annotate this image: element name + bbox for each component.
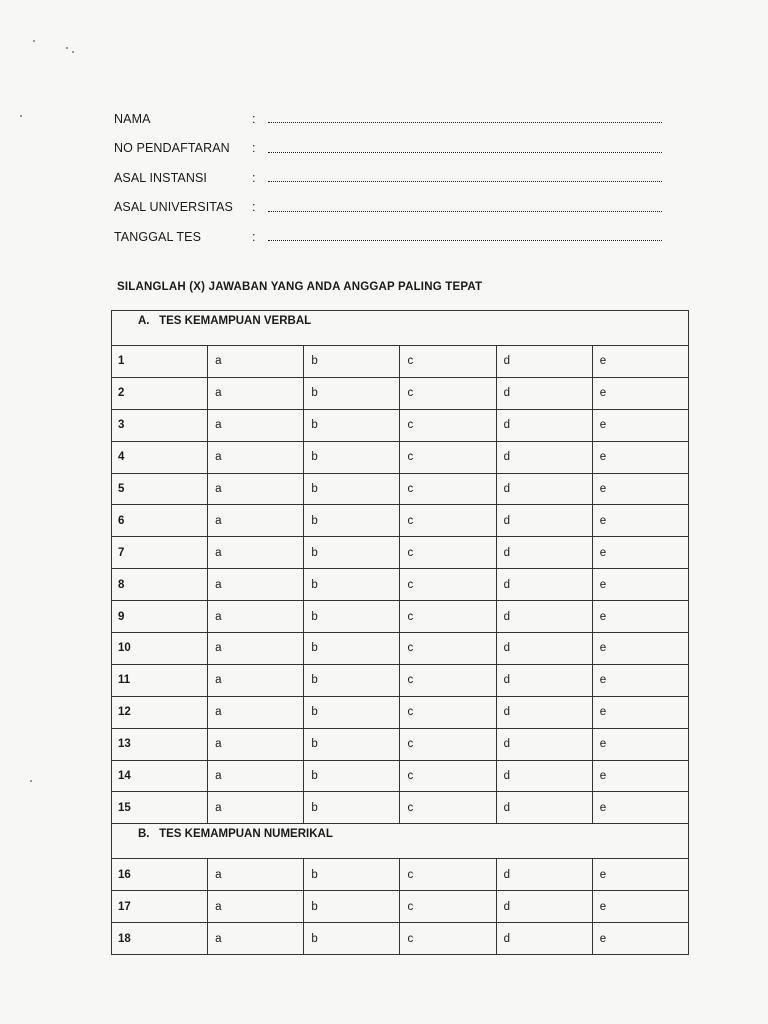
- answer-option-c[interactable]: c: [400, 441, 496, 473]
- answer-option-a[interactable]: a: [208, 696, 304, 728]
- field-colon: :: [252, 200, 256, 215]
- question-number: 3: [112, 409, 208, 441]
- question-number: 7: [112, 537, 208, 569]
- answer-option-d[interactable]: d: [496, 441, 592, 473]
- answer-option-b[interactable]: b: [304, 728, 400, 760]
- question-row: [112, 346, 689, 378]
- answer-option-d[interactable]: d: [496, 346, 592, 378]
- question-row: [112, 696, 689, 728]
- answer-option-e[interactable]: e: [592, 377, 688, 409]
- answer-option-b[interactable]: b: [304, 601, 400, 633]
- answer-option-d[interactable]: d: [496, 473, 592, 505]
- section-header-row: [112, 824, 689, 859]
- answer-option-a[interactable]: a: [208, 859, 304, 891]
- answer-option-e[interactable]: e: [592, 923, 688, 955]
- question-number: 16: [112, 859, 208, 891]
- answer-option-c[interactable]: c: [400, 760, 496, 792]
- answer-option-e[interactable]: e: [592, 633, 688, 665]
- question-row: [112, 760, 689, 792]
- answer-option-b[interactable]: b: [304, 346, 400, 378]
- answer-option-c[interactable]: c: [400, 409, 496, 441]
- question-row: [112, 601, 689, 633]
- answer-option-c[interactable]: c: [400, 891, 496, 923]
- answer-option-b[interactable]: b: [304, 537, 400, 569]
- field-colon: :: [252, 170, 256, 185]
- answer-option-a[interactable]: a: [208, 441, 304, 473]
- answer-option-a[interactable]: a: [208, 537, 304, 569]
- answer-option-c[interactable]: c: [400, 923, 496, 955]
- answer-option-e[interactable]: e: [592, 760, 688, 792]
- field-input-line[interactable]: [268, 169, 662, 182]
- answer-option-e[interactable]: e: [592, 409, 688, 441]
- answer-option-a[interactable]: a: [208, 664, 304, 696]
- answer-option-e[interactable]: e: [592, 664, 688, 696]
- answer-option-b[interactable]: b: [304, 891, 400, 923]
- field-label: NO PENDAFTARAN: [114, 141, 230, 156]
- field-label: ASAL UNIVERSITAS: [114, 200, 233, 215]
- field-colon: :: [252, 141, 256, 156]
- question-row: [112, 633, 689, 665]
- question-number: 18: [112, 923, 208, 955]
- question-row: [112, 441, 689, 473]
- question-row: [112, 859, 689, 891]
- identity-form: [114, 104, 674, 252]
- answer-option-c[interactable]: c: [400, 633, 496, 665]
- answer-option-c[interactable]: c: [400, 859, 496, 891]
- answer-option-a[interactable]: a: [208, 633, 304, 665]
- answer-option-a[interactable]: a: [208, 569, 304, 601]
- answer-option-e[interactable]: e: [592, 891, 688, 923]
- form-field-row: [114, 193, 674, 223]
- scan-speck: [20, 115, 22, 117]
- answer-option-c[interactable]: c: [400, 346, 496, 378]
- question-number: 12: [112, 696, 208, 728]
- answer-option-b[interactable]: b: [304, 696, 400, 728]
- answer-option-a[interactable]: a: [208, 923, 304, 955]
- answer-option-d[interactable]: d: [496, 505, 592, 537]
- answer-option-c[interactable]: c: [400, 569, 496, 601]
- answer-option-d[interactable]: d: [496, 923, 592, 955]
- answer-option-c[interactable]: c: [400, 664, 496, 696]
- answer-option-a[interactable]: a: [208, 473, 304, 505]
- question-row: [112, 537, 689, 569]
- answer-option-b[interactable]: b: [304, 859, 400, 891]
- answer-option-b[interactable]: b: [304, 760, 400, 792]
- answer-option-e[interactable]: e: [592, 569, 688, 601]
- answer-option-d[interactable]: d: [496, 569, 592, 601]
- field-colon: :: [252, 229, 256, 244]
- question-row: [112, 377, 689, 409]
- answer-option-b[interactable]: b: [304, 441, 400, 473]
- answer-option-e[interactable]: e: [592, 537, 688, 569]
- question-number: 15: [112, 792, 208, 824]
- answer-option-d[interactable]: d: [496, 664, 592, 696]
- answer-option-d[interactable]: d: [496, 891, 592, 923]
- question-number: 8: [112, 569, 208, 601]
- answer-option-e[interactable]: e: [592, 441, 688, 473]
- question-row: [112, 891, 689, 923]
- scan-speck: [33, 40, 35, 42]
- answer-option-c[interactable]: c: [400, 792, 496, 824]
- answer-option-c[interactable]: c: [400, 473, 496, 505]
- answer-option-b[interactable]: b: [304, 473, 400, 505]
- answer-option-b[interactable]: b: [304, 505, 400, 537]
- question-number: 17: [112, 891, 208, 923]
- question-number: 2: [112, 377, 208, 409]
- question-row: [112, 569, 689, 601]
- scan-speck: [30, 780, 32, 782]
- field-colon: :: [252, 111, 256, 126]
- answer-option-b[interactable]: b: [304, 923, 400, 955]
- answer-option-c[interactable]: c: [400, 377, 496, 409]
- answer-option-d[interactable]: d: [496, 377, 592, 409]
- scan-speck: [66, 47, 68, 49]
- question-number: 14: [112, 760, 208, 792]
- answer-option-a[interactable]: a: [208, 891, 304, 923]
- answer-option-b[interactable]: b: [304, 409, 400, 441]
- answer-option-a[interactable]: a: [208, 346, 304, 378]
- question-row: [112, 664, 689, 696]
- form-field-row: [114, 163, 674, 193]
- question-row: [112, 792, 689, 824]
- answer-option-d[interactable]: d: [496, 696, 592, 728]
- answer-option-a[interactable]: a: [208, 377, 304, 409]
- answer-option-e[interactable]: e: [592, 346, 688, 378]
- answer-option-d[interactable]: d: [496, 760, 592, 792]
- answer-option-b[interactable]: b: [304, 633, 400, 665]
- answer-option-c[interactable]: c: [400, 728, 496, 760]
- section-title: A. TES KEMAMPUAN VERBAL: [112, 311, 689, 346]
- answer-option-c[interactable]: c: [400, 601, 496, 633]
- answer-option-d[interactable]: d: [496, 728, 592, 760]
- answer-option-d[interactable]: d: [496, 409, 592, 441]
- question-number: 1: [112, 346, 208, 378]
- answer-option-e[interactable]: e: [592, 505, 688, 537]
- question-row: [112, 409, 689, 441]
- field-input-line[interactable]: [268, 140, 662, 153]
- field-label: TANGGAL TES: [114, 229, 202, 244]
- question-row: [112, 923, 689, 955]
- answer-option-e[interactable]: e: [592, 601, 688, 633]
- question-row: [112, 728, 689, 760]
- answer-option-b[interactable]: b: [304, 377, 400, 409]
- answer-option-d[interactable]: d: [496, 537, 592, 569]
- question-row: [112, 505, 689, 537]
- question-number: 4: [112, 441, 208, 473]
- answer-option-c[interactable]: c: [400, 505, 496, 537]
- answer-option-d[interactable]: d: [496, 859, 592, 891]
- section-title: B. TES KEMAMPUAN NUMERIKAL: [112, 824, 689, 859]
- question-number: 13: [112, 728, 208, 760]
- question-number: 6: [112, 505, 208, 537]
- form-field-row: [114, 104, 674, 134]
- scan-speck: [72, 51, 74, 53]
- answer-option-b[interactable]: b: [304, 792, 400, 824]
- answer-option-d[interactable]: d: [496, 792, 592, 824]
- question-number: 10: [112, 633, 208, 665]
- question-row: [112, 473, 689, 505]
- field-input-line[interactable]: [268, 199, 662, 212]
- answer-option-d[interactable]: d: [496, 601, 592, 633]
- question-number: 11: [112, 664, 208, 696]
- section-header-row: [112, 311, 689, 346]
- answer-option-a[interactable]: a: [208, 409, 304, 441]
- instruction-text: SILANGLAH (X) JAWABAN YANG ANDA ANGGAP PALING TEPAT: [117, 281, 483, 293]
- question-number: 9: [112, 601, 208, 633]
- answer-option-a[interactable]: a: [208, 760, 304, 792]
- answer-option-c[interactable]: c: [400, 696, 496, 728]
- answer-option-a[interactable]: a: [208, 505, 304, 537]
- field-label: NAMA: [114, 111, 151, 126]
- answer-option-a[interactable]: a: [208, 728, 304, 760]
- field-input-line[interactable]: [268, 228, 662, 241]
- answer-option-a[interactable]: a: [208, 601, 304, 633]
- answer-option-b[interactable]: b: [304, 569, 400, 601]
- field-label: ASAL INSTANSI: [114, 170, 207, 185]
- answer-option-e[interactable]: e: [592, 792, 688, 824]
- answer-option-b[interactable]: b: [304, 664, 400, 696]
- answer-option-e[interactable]: e: [592, 728, 688, 760]
- answer-option-e[interactable]: e: [592, 473, 688, 505]
- answer-option-c[interactable]: c: [400, 537, 496, 569]
- question-number: 5: [112, 473, 208, 505]
- answer-option-e[interactable]: e: [592, 696, 688, 728]
- form-field-row: [114, 222, 674, 252]
- answer-option-d[interactable]: d: [496, 633, 592, 665]
- field-input-line[interactable]: [268, 110, 662, 123]
- answer-option-e[interactable]: e: [592, 859, 688, 891]
- answer-option-a[interactable]: a: [208, 792, 304, 824]
- form-field-row: [114, 134, 674, 164]
- answer-table: [111, 310, 689, 955]
